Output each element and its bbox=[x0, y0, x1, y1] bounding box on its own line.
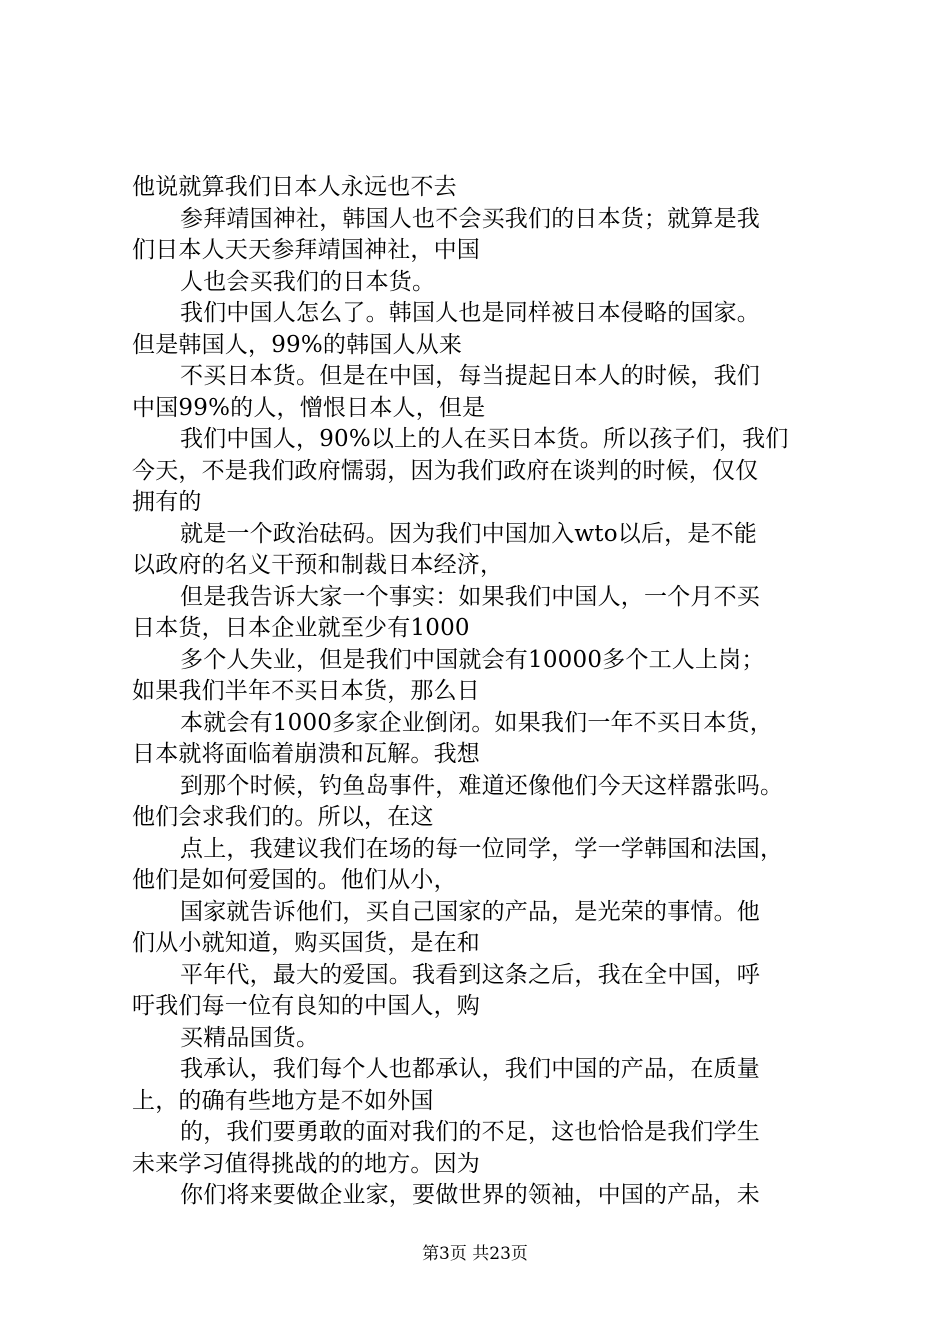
text-line: 拥有的 bbox=[132, 489, 202, 515]
text-line: 本就会有1000多家企业倒闭。如果我们一年不买日本货， bbox=[180, 709, 773, 736]
text-line: 中国99%的人，憎恨日本人，但是 bbox=[132, 394, 486, 421]
text-line: 买精品国货。 bbox=[180, 1024, 320, 1051]
text-line: 日本货，日本企业就至少有1000 bbox=[132, 615, 470, 641]
text-line: 国家就告诉他们，买自己国家的产品，是光荣的事情。他 bbox=[180, 898, 760, 925]
text-line: 们日本人天天参拜靖国神社，中国 bbox=[132, 237, 480, 263]
text-line: 你们将来要做企业家，要做世界的领袖，中国的产品，未 bbox=[180, 1182, 760, 1208]
document-body bbox=[132, 172, 832, 1212]
text-line: 未来学习值得挑战的的地方。因为 bbox=[132, 1150, 480, 1177]
text-line: 我们中国人怎么了。韩国人也是同样被日本侵略的国家。 bbox=[180, 300, 760, 326]
text-line: 们从小就知道，购买国货，是在和 bbox=[132, 930, 480, 956]
text-line: 我承认，我们每个人也都承认，我们中国的产品，在质量 bbox=[180, 1056, 760, 1082]
text-line: 多个人失业，但是我们中国就会有10000多个工人上岗； bbox=[180, 646, 765, 673]
text-line: 但是我告诉大家一个事实：如果我们中国人，一个月不买 bbox=[180, 583, 760, 610]
text-line: 但是韩国人，99%的韩国人从来 bbox=[132, 331, 463, 358]
text-line: 他们是如何爱国的。他们从小， bbox=[132, 867, 457, 893]
text-line: 日本就将面临着崩溃和瓦解。我想 bbox=[132, 741, 480, 767]
text-line: 如果我们半年不买日本货，那么日 bbox=[132, 678, 480, 704]
text-line: 点上，我建议我们在场的每一位同学，学一学韩国和法国， bbox=[180, 835, 784, 862]
text-line: 吁我们每一位有良知的中国人，购 bbox=[132, 993, 480, 1019]
text-line: 参拜靖国神社，韩国人也不会买我们的日本货；就算是我 bbox=[180, 205, 760, 232]
text-line: 他们会求我们的。所以，在这 bbox=[132, 804, 434, 830]
text-line: 不买日本货。但是在中国，每当提起日本人的时候，我们 bbox=[180, 363, 760, 389]
text-line: 我们中国人，90%以上的人在买日本货。所以孩子们，我们 bbox=[180, 426, 789, 452]
text-line: 的，我们要勇敢的面对我们的不足，这也恰恰是我们学生 bbox=[180, 1119, 760, 1145]
page-footer: 第3页 共23页 bbox=[422, 1244, 528, 1264]
text-line: 上，的确有些地方是不如外国 bbox=[132, 1087, 434, 1114]
text-line: 到那个时候，钓鱼岛事件，难道还像他们今天这样嚣张吗。 bbox=[180, 772, 784, 799]
text-line: 平年代，最大的爱国。我看到这条之后，我在全中国，呼 bbox=[180, 961, 760, 988]
text-line: 人也会买我们的日本货。 bbox=[180, 268, 436, 295]
text-line: 他说就算我们日本人永远也不去 bbox=[132, 174, 457, 200]
text-line: 以政府的名义干预和制裁日本经济， bbox=[132, 552, 504, 578]
text-line: 就是一个政治砝码。因为我们中国加入wto以后，是不能 bbox=[180, 520, 757, 547]
text-line: 今天，不是我们政府懦弱，因为我们政府在谈判的时候，仅仅 bbox=[132, 457, 759, 484]
